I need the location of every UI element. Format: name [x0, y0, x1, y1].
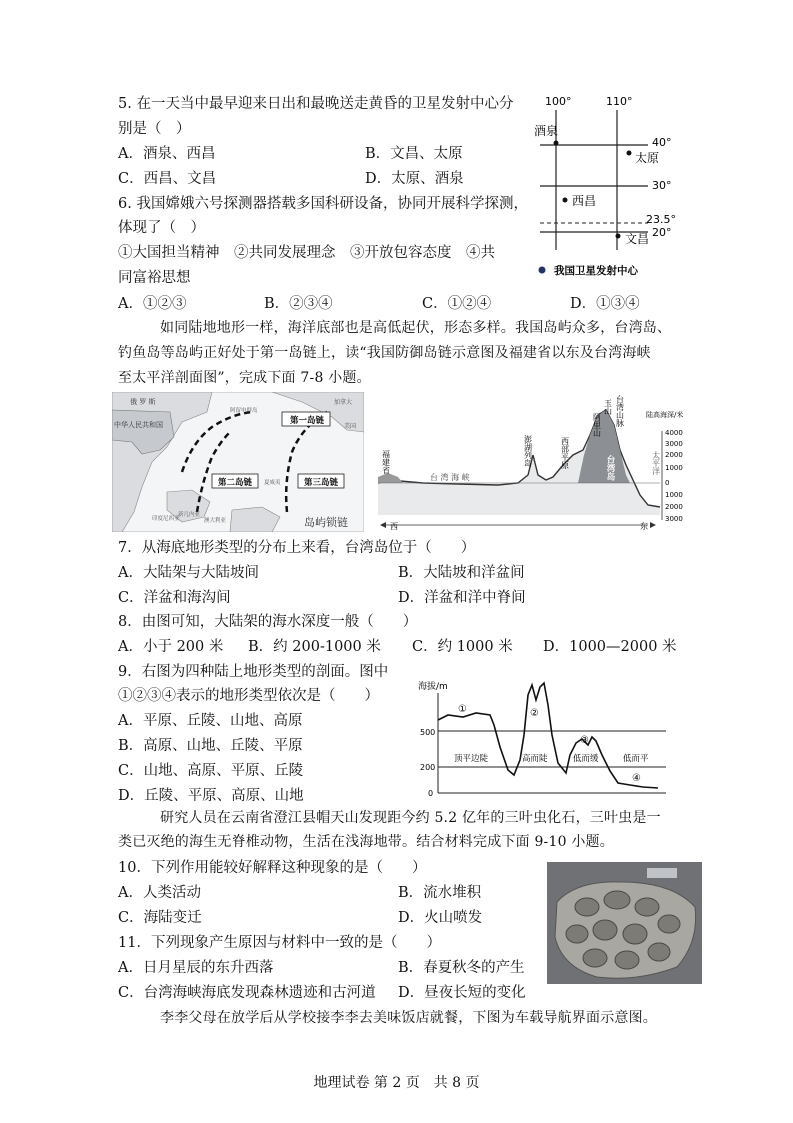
- q8-option-c: C．约 1000 米: [412, 639, 513, 655]
- chain2-label: 第二岛链: [218, 478, 253, 488]
- q8-option-d: D．1000—2000 米: [543, 639, 677, 655]
- lon-100-label: 100°: [545, 95, 572, 108]
- q6-option-b: B．②③④: [264, 296, 333, 312]
- relief-l4: 低而平: [623, 754, 649, 764]
- aleutian-label: 阿留申群岛: [230, 408, 258, 414]
- q11-option-c: C．台湾海峡海底发现森林遗迹和古河道: [118, 985, 376, 1001]
- prc-label: 中华人民共和国: [114, 421, 163, 429]
- xichang-marker: [563, 198, 568, 203]
- q9-option-c: C．山地、高原、平原、丘陵: [118, 763, 304, 779]
- relief-n1: ①: [458, 704, 467, 715]
- chain1-label: 第一岛链: [290, 416, 325, 426]
- australia-label: 澳大利亚: [204, 518, 227, 524]
- taiyuan-marker: [627, 151, 632, 156]
- q6-statements-line1: ①大国担当精神 ②共同发展理念 ③开放包容态度 ④共: [118, 245, 495, 261]
- trilobite-fossil-photo: [547, 862, 702, 984]
- q9-stem-line1: 9．右图为四种陆上地形类型的剖面。图中: [118, 664, 389, 680]
- chain3-label: 第三岛链: [304, 478, 339, 488]
- relief-tick-0: 0: [428, 789, 434, 798]
- fujian-label-v: 福建省: [381, 450, 391, 474]
- pacific-label: 太平洋: [651, 451, 661, 475]
- museum-tag: [647, 868, 677, 878]
- tick-3000: 3000: [665, 440, 683, 448]
- alishan-label: 阿里山: [592, 413, 602, 437]
- q8-option-b: B．约 200-1000 米: [248, 639, 381, 655]
- lat-30-label: 30°: [652, 179, 672, 192]
- jiuquan-label: 酒泉: [534, 124, 559, 138]
- penghu-label: 澎湖列岛: [523, 435, 533, 467]
- jiuquan-marker: [554, 141, 559, 146]
- russia-label: 俄 罗 斯: [130, 398, 156, 406]
- tick-2000: 2000: [665, 451, 683, 459]
- launch-center-map: [530, 90, 685, 285]
- q8-stem: 8．由图可知，大陆架的海水深度一般（ ）: [118, 614, 418, 630]
- range-label: 台湾山脉: [615, 395, 625, 427]
- q6-option-c: C．①②④: [422, 296, 492, 312]
- q7-option-d: D．洋盆和洋中脊间: [398, 590, 526, 606]
- lat-40-label: 40°: [652, 136, 672, 149]
- q10-stem: 10．下列作用能较好解释这种现象的是（ ）: [118, 860, 427, 876]
- lat-20-label: 20°: [652, 226, 672, 239]
- q6-option-a: A．①②③: [118, 296, 187, 312]
- lat-23-5-label: 23.5°: [646, 213, 676, 226]
- tick-m2000: 2000: [665, 503, 683, 511]
- q6-option-d: D．①③④: [570, 296, 640, 312]
- yushan-label: 玉山: [603, 399, 613, 415]
- q5-stem-line2: 别是（ ）: [118, 121, 191, 137]
- q6-stem-line2: 体现了（ ）: [118, 220, 205, 236]
- launch-map-caption: 我国卫星发射中心: [554, 265, 638, 277]
- relief-n2: ②: [530, 708, 539, 719]
- intro-7-8-line1: 如同陆地地形一样，海洋底部也是高低起伏，形态多样。我国岛屿众多，台湾岛、: [160, 320, 672, 336]
- island-label: 台湾岛: [605, 455, 615, 481]
- relief-tick-500: 500: [420, 728, 436, 737]
- island-chain-map: [112, 392, 364, 532]
- q5-option-d: D．太原、酒泉: [365, 171, 464, 187]
- arrow-east-icon: [650, 522, 656, 528]
- tick-m1000: 1000: [665, 491, 683, 499]
- relief-n4: ④: [632, 773, 641, 784]
- q5-stem-line1: 5. 在一天当中最早迎来日出和最晚送走黄昏的卫星发射中心分: [118, 96, 514, 112]
- relief-profile-figure: [418, 675, 678, 800]
- q11-option-a: A．日月星辰的东升西落: [118, 960, 274, 976]
- q6-stem-line1: 6. 我国嫦娥六号探测器搭载多国科研设备，协同开展科学探测，: [118, 196, 528, 212]
- page-footer: 地理试卷 第 2 页 共 8 页: [313, 1075, 480, 1091]
- xichang-label: 西昌: [572, 194, 597, 208]
- q10-option-c: C．海陆变迁: [118, 910, 202, 926]
- relief-ylabel: 海拔/m: [418, 682, 448, 692]
- indonesia-label: 印度尼西亚: [152, 516, 180, 522]
- q9-option-d: D．丘陵、平原、高原、山地: [118, 788, 304, 804]
- q5-option-a: A．酒泉、西昌: [118, 146, 216, 162]
- relief-tick-200: 200: [420, 763, 436, 772]
- usa-label: 美国: [344, 423, 357, 430]
- intro-7-8-line2: 钓鱼岛等岛屿正好处于第一岛链上，读“我国防御岛链示意图及福建省以东及台湾海峡: [118, 345, 651, 361]
- taiyuan-label: 太原: [635, 151, 660, 165]
- q5-option-c: C．西昌、文昌: [118, 171, 217, 187]
- chain-map-caption: 岛屿锁链: [304, 516, 348, 529]
- relief-profile-line: [438, 683, 658, 788]
- canada-label: 加拿大: [334, 399, 353, 406]
- intro-9-10-line1: 研究人员在云南省澄江县帽天山发现距今约 5.2 亿年的三叶虫化石，三叶虫是一: [160, 810, 661, 826]
- wenchang-marker: [616, 234, 621, 239]
- relief-n3: ③: [580, 735, 589, 746]
- profile-unit: 陆高海深/米: [646, 411, 683, 419]
- q9-option-a: A．平原、丘陵、山地、高原: [118, 713, 303, 729]
- xibu-label: 西部平原: [560, 437, 570, 469]
- q5-option-b: B．文昌、太原: [365, 146, 463, 162]
- q10-option-d: D．火山喷发: [398, 910, 483, 926]
- q6-statements-line2: 同富裕思想: [118, 270, 191, 286]
- q11-option-d: D．昼夜长短的变化: [398, 985, 526, 1001]
- q7-option-b: B．大陆坡和洋盆间: [398, 565, 525, 581]
- wenchang-label: 文昌: [625, 232, 650, 246]
- tick-m3000: 3000: [665, 515, 683, 523]
- fujian-land: [378, 473, 403, 483]
- intro-7-8-line3: 至太平洋剖面图”，完成下面 7-8 小题。: [118, 370, 371, 386]
- lon-110-label: 110°: [606, 95, 633, 108]
- q10-option-b: B．流水堆积: [398, 885, 482, 901]
- newguinea-label: 新几内亚: [178, 512, 201, 518]
- hawaii-label: 夏威夷: [264, 480, 281, 486]
- intro-next: 李李父母在放学后从学校接李李去美味饭店就餐，下图为车载导航界面示意图。: [160, 1010, 657, 1026]
- q7-stem: 7．从海底地形类型的分布上来看，台湾岛位于（ ）: [118, 540, 476, 556]
- tick-1000: 1000: [665, 464, 683, 472]
- east-label: 东: [640, 522, 648, 531]
- strait-profile-figure: [378, 395, 683, 533]
- q11-option-b: B．春夏秋冬的产生: [398, 960, 525, 976]
- q11-stem: 11．下列现象产生原因与材料中一致的是（ ）: [118, 935, 441, 951]
- tick-4000: 4000: [665, 429, 683, 437]
- q7-option-c: C．洋盆和海沟间: [118, 590, 231, 606]
- legend-dot-icon: [539, 267, 546, 274]
- arrow-west-icon: [380, 522, 386, 528]
- q8-option-a: A．小于 200 米: [118, 639, 224, 655]
- relief-l3: 低而缓: [573, 754, 599, 764]
- tick-0: 0: [665, 479, 670, 487]
- q9-stem-line2: ①②③④表示的地形类型依次是（ ）: [118, 688, 379, 704]
- strait-label: 台 湾 海 峡: [430, 473, 470, 482]
- west-label: 西: [390, 522, 398, 531]
- relief-l1: 顶平边陡: [454, 754, 489, 764]
- intro-9-10-line2: 类已灭绝的海生无脊椎动物，生活在浅海地带。结合材料完成下面 9-10 小题。: [118, 834, 614, 850]
- q7-option-a: A．大陆架与大陆坡间: [118, 565, 259, 581]
- q10-option-a: A．人类活动: [118, 885, 201, 901]
- q9-option-b: B．高原、山地、丘陵、平原: [118, 738, 303, 754]
- relief-l2: 高而陡: [522, 754, 548, 764]
